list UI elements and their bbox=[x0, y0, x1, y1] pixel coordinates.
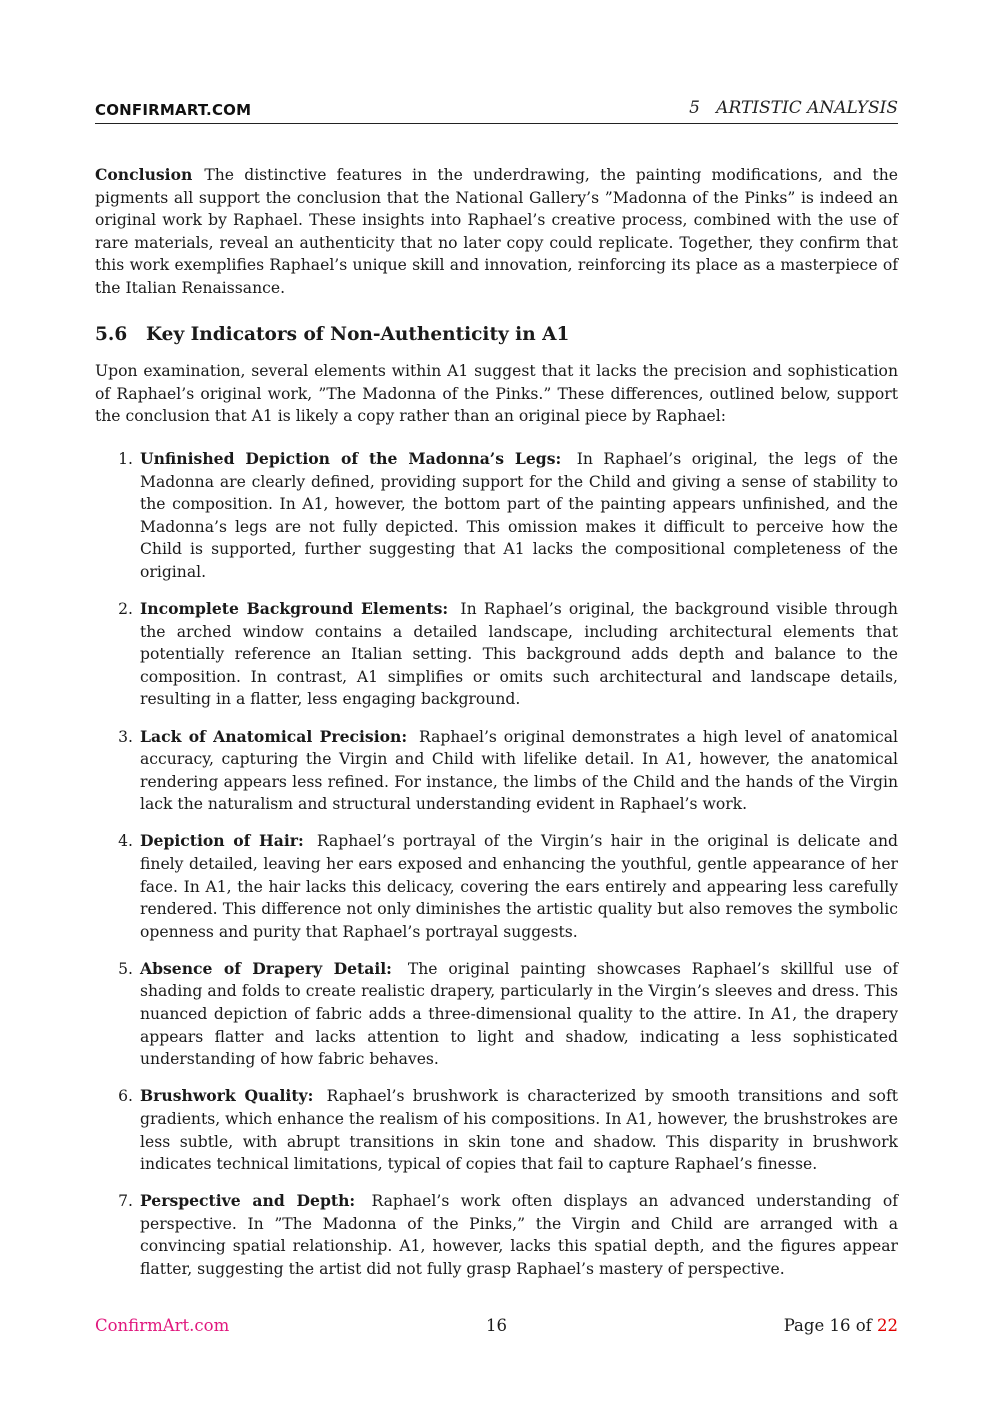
item-text: Raphael’s original demonstrates a high level of anatomical accuracy, capturing the Virgin and Child with lifelike detail. In A1, however, the anatomical rendering appears less refined. For instance, the limbs of the Child and the hands of the Virgin lack the naturalism and structural understanding evident in Raphael’s work. bbox=[140, 727, 898, 814]
item-text: In Raphael’s original, the legs of the Madonna are clearly defined, providing support for the Child and giving a sense of stability to the composition. In A1, however, the bottom part of the painting appears unfinished, and the Madonna’s legs are not fully depicted. This omission makes it difficult to perceive how the Child is supported, further suggesting that A1 lacks the compositional completeness of the original. bbox=[140, 450, 898, 581]
footer-site-link[interactable]: ConfirmArt.com bbox=[95, 1316, 230, 1335]
section-number: 5.6 bbox=[95, 324, 128, 345]
list-marker: 4. bbox=[118, 832, 133, 851]
list-marker: 6. bbox=[118, 1087, 133, 1106]
conclusion-label: Conclusion bbox=[95, 165, 193, 184]
item-title: Absence of Drapery Detail: bbox=[140, 958, 392, 978]
list-item bbox=[95, 1085, 898, 1175]
section-intro: Upon examination, several elements within A1 suggest that it lacks the precision and sophistication of Raphael’s original work, ”The Madonna of the Pinks.” These differences, outlined below, support the conclusion that A1 is likely a copy rather than an original piece by Raphael: bbox=[95, 362, 898, 426]
list-item bbox=[95, 448, 898, 584]
page-footer bbox=[95, 1316, 898, 1340]
list-marker: 7. bbox=[118, 1192, 133, 1211]
item-title: Depiction of Hair: bbox=[140, 831, 304, 851]
item-title: Lack of Anatomical Precision: bbox=[140, 726, 408, 746]
item-text: Raphael’s work often displays an advanced understanding of perspective. In ”The Madonna of the Pinks,” the Virgin and Child are arranged with a convincing spatial relationship. A1, however, lacks this spatial depth, and the figures appear flatter, suggesting the artist did not fully grasp Raphael’s mastery of perspective. bbox=[140, 1192, 898, 1278]
list-marker: 3. bbox=[118, 727, 133, 746]
item-title: Brushwork Quality: bbox=[140, 1086, 314, 1106]
conclusion-text: The distinctive features in the underdrawing, the painting modifications, and the pigments all support the conclusion that the National Gallery’s ”Madonna of the Pinks” is indeed an original work by Raphael. These insights into Raphael’s creative process, combined with the use of rare materials, reveal an authenticity that no later copy could replicate. Together, they confirm that this work exemplifies Raphael’s unique skill and innovation, reinforcing its place as a masterpiece of the Italian Renaissance. bbox=[95, 166, 898, 297]
section-heading bbox=[95, 324, 898, 345]
item-title: Unfinished Depiction of the Madonna’s Legs: bbox=[140, 449, 562, 468]
section-title: Key Indicators of Non-Authenticity in A1 bbox=[146, 324, 570, 345]
list-marker: 2. bbox=[118, 600, 133, 619]
item-text: Raphael’s portrayal of the Virgin’s hair in the original is delicate and finely detailed, leaving her ears exposed and enhancing the youthful, gentle appearance of her face. In A1, the hair lacks this delicacy, covering the ears entirely and appearing less carefully rendered. This difference not only diminishes the artistic quality but also removes the symbolic openness and purity that Raphael’s portrayal suggests. bbox=[140, 832, 898, 941]
indicator-list bbox=[95, 448, 898, 1295]
conclusion-paragraph bbox=[95, 164, 898, 300]
list-item bbox=[95, 1190, 898, 1280]
list-marker: 1. bbox=[118, 450, 133, 468]
item-title: Incomplete Background Elements: bbox=[140, 599, 449, 619]
brand-logo: CONFIRMART.COM bbox=[95, 101, 252, 119]
running-section-title: 5 ARTISTIC ANALYSIS bbox=[689, 98, 898, 118]
list-item bbox=[95, 830, 898, 943]
page-count-label: Page 16 of bbox=[783, 1316, 872, 1335]
item-text: Raphael’s brushwork is characterized by smooth transitions and soft gradients, which enhance the realism of his compositions. In A1, however, the brushstrokes are less subtle, with abrupt transitions in skin tone and shadow. This disparity in brushwork indicates technical limitations, typical of copies that fail to capture Raphael’s finesse. bbox=[140, 1087, 898, 1174]
list-item bbox=[95, 726, 898, 816]
item-title: Perspective and Depth: bbox=[140, 1191, 356, 1211]
item-text: The original painting showcases Raphael’s skillful use of shading and folds to create realistic drapery, particularly in the Virgin’s sleeves and dress. This nuanced depiction of fabric adds a three-dimensional quality to the attire. In A1, the drapery appears flatter and lacks attention to light and shadow, indicating a less sophisticated understanding of how fabric behaves. bbox=[140, 959, 898, 1069]
page-total-link[interactable]: 22 bbox=[877, 1316, 898, 1335]
list-item bbox=[95, 598, 898, 711]
list-marker: 5. bbox=[118, 959, 133, 978]
running-header bbox=[95, 97, 898, 124]
footer-page-number: 16 bbox=[486, 1316, 507, 1335]
footer-page-count bbox=[784, 1316, 898, 1335]
list-item bbox=[95, 958, 898, 1071]
item-text: In Raphael’s original, the background visible through the arched window contains a detailed landscape, including architectural elements that potentially reference an Italian setting. This background adds depth and balance to the composition. In contrast, A1 simplifies or omits such architectural and landscape details, resulting in a flatter, less engaging background. bbox=[140, 600, 898, 709]
